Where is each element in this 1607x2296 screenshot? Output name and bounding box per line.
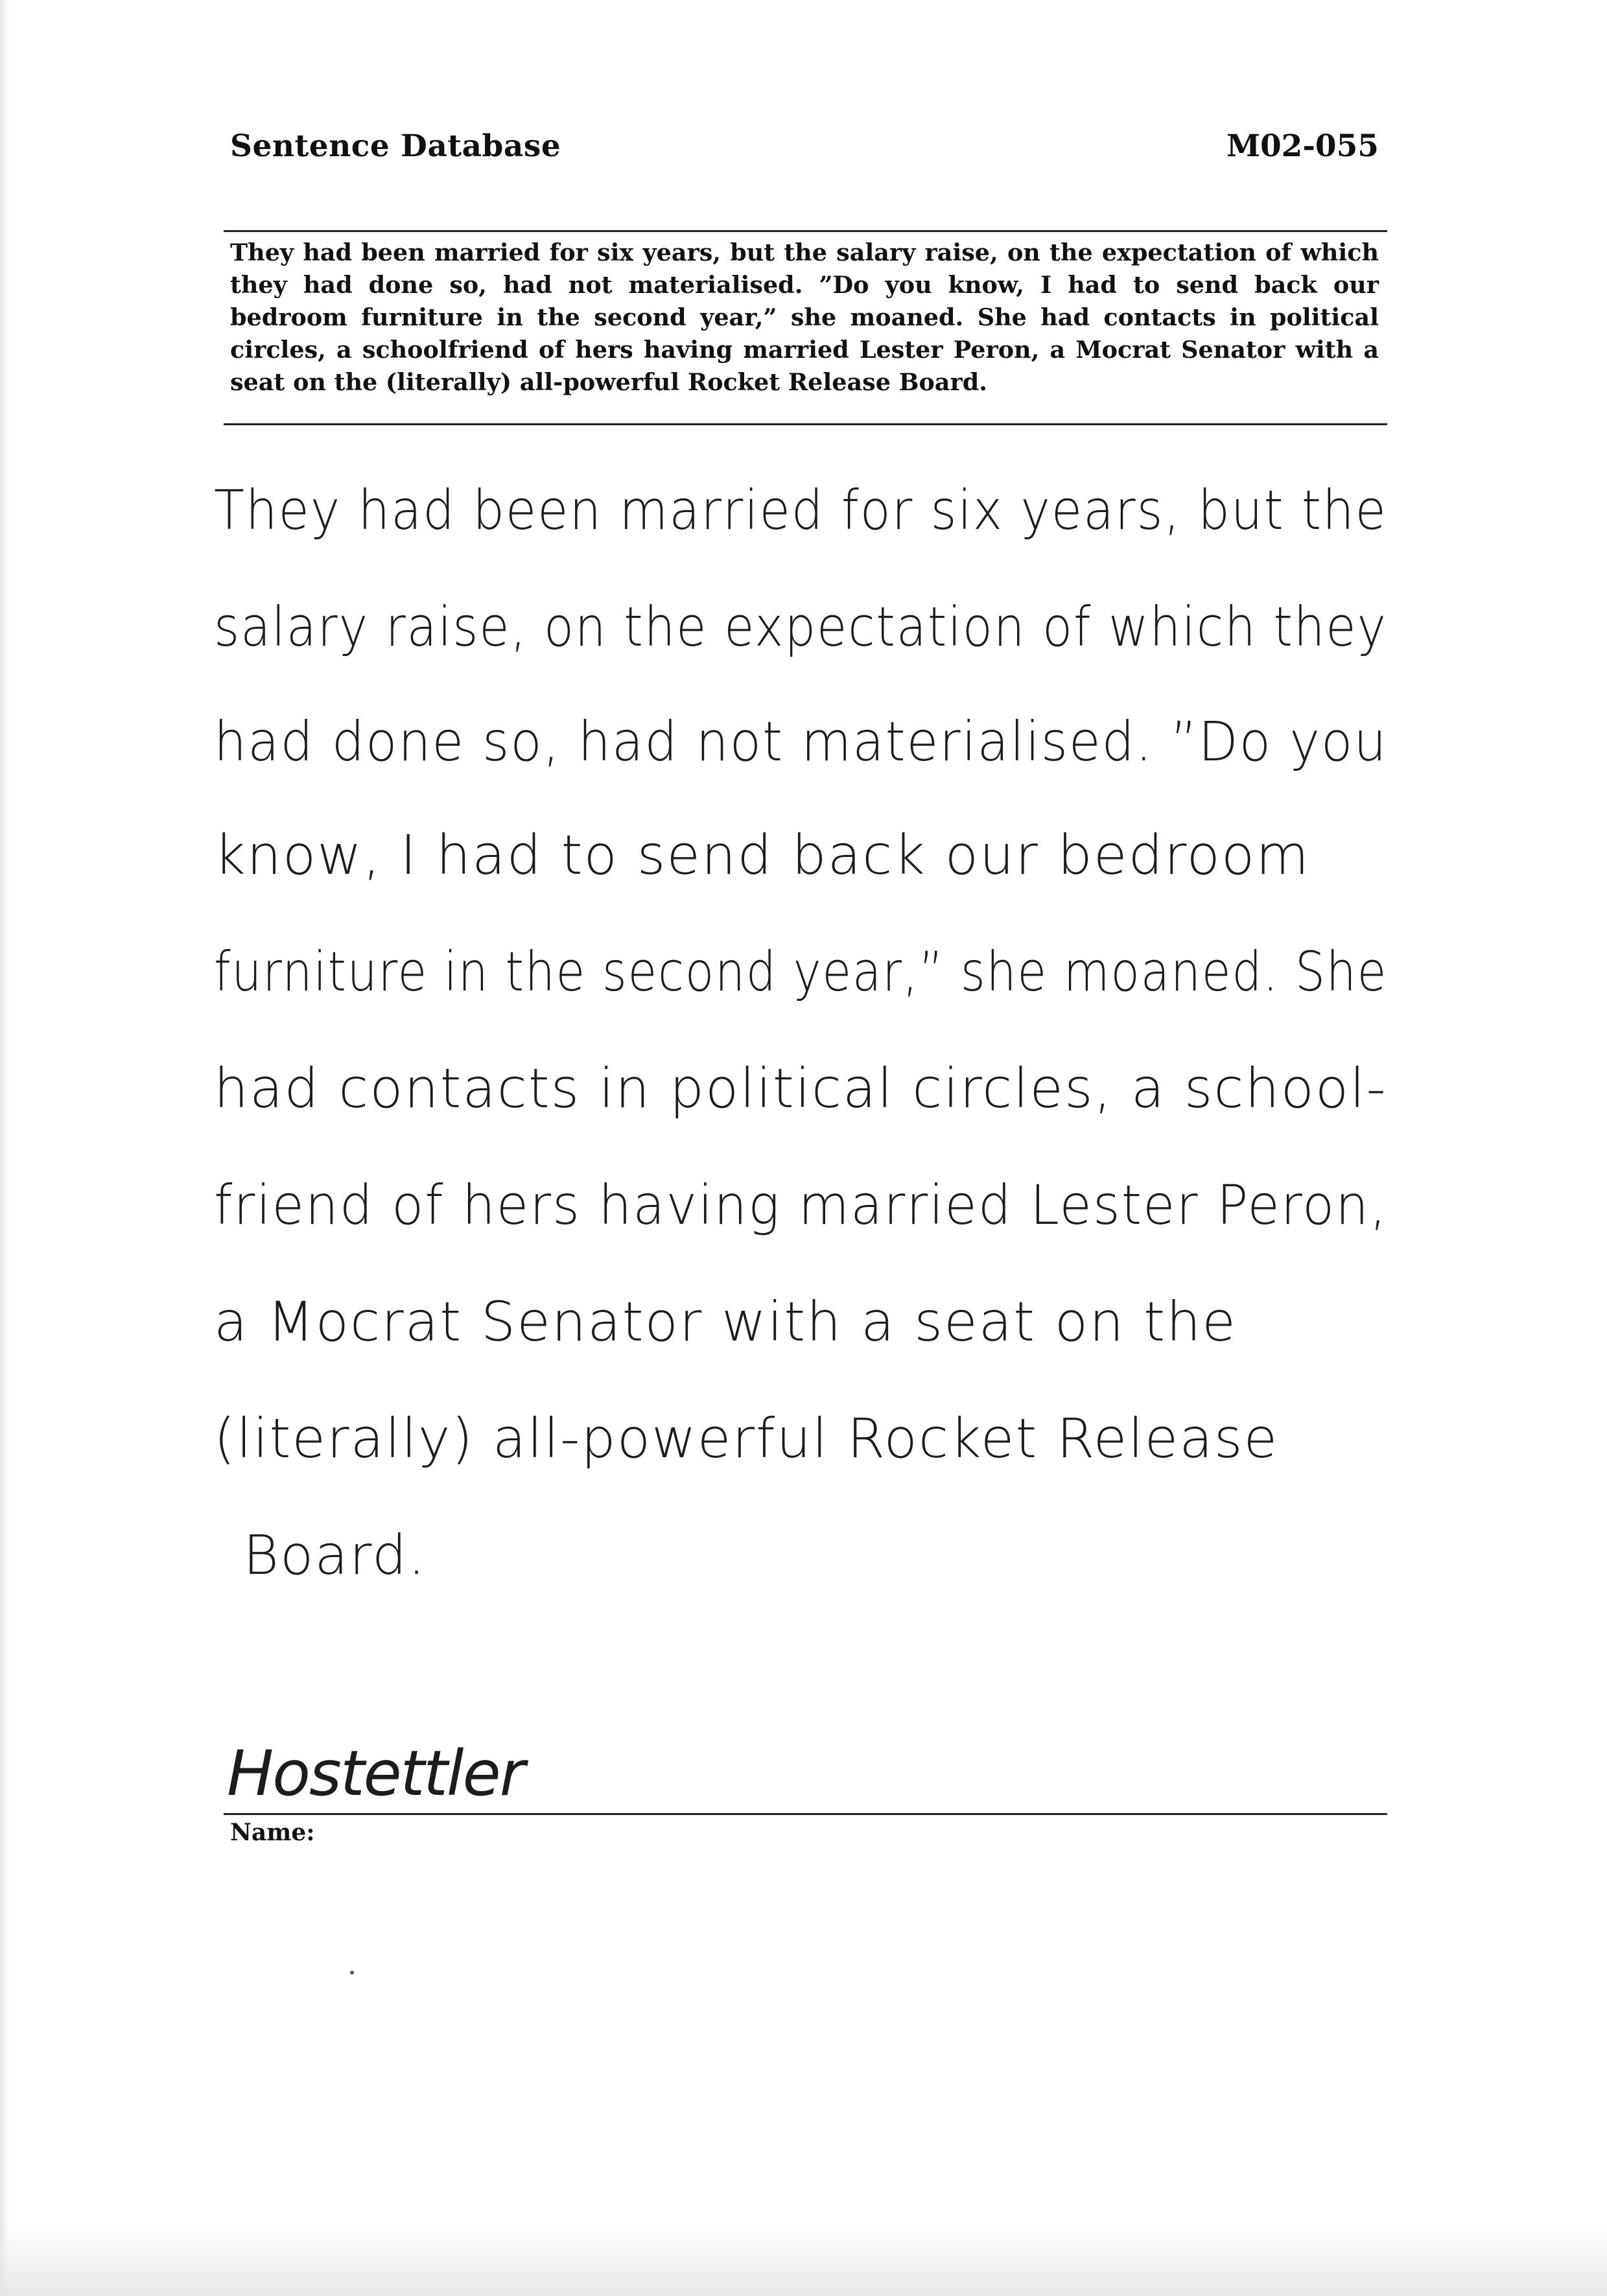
handwriting-line: a Mocrat Senator with a seat on the [214, 1290, 1237, 1353]
scan-bottom-shading [0, 2225, 1607, 2296]
handwriting-line: furniture in the second year,” she moaned. She [214, 940, 1388, 1003]
form-id: M02-055 [1226, 128, 1379, 164]
handwriting-line: had contacts in political circles, a school- [214, 1057, 1387, 1120]
form-title: Sentence Database [230, 128, 561, 164]
writer-signature: Hostettler [227, 1737, 524, 1810]
handwriting-line: (literally) all-powerful Rocket Release [214, 1407, 1279, 1470]
handwriting-line: know, I had to send back our bedroom [214, 823, 1311, 887]
signature-rule [224, 1813, 1387, 1815]
handwriting-line: salary raise, on the expectation of which they [214, 595, 1387, 659]
top-rule [224, 230, 1387, 232]
scan-edge-shading [0, 0, 9, 2296]
scan-speck [350, 1971, 354, 1974]
handwriting-line: Board. [243, 1523, 427, 1587]
handwriting-line: had done so, had not materialised. ”Do you [214, 710, 1388, 773]
handwriting-line: friend of hers having married Lester Peron, [214, 1173, 1388, 1237]
handwriting-line: They had been married for six years, but the [214, 478, 1387, 542]
printed-prompt-text: They had been married for six years, but the salary raise, on the expectation of which they had done so, had not materialised. ”Do you know, I had to send back our bedroom furniture in the second year,” she moaned. She had contacts in political circles, a schoolfriend of hers having married Lester Peron, a Mocrat Senator with a seat on the (literally) all-powerful Rocket Release Board. [230, 239, 1379, 396]
name-label: Name: [230, 1819, 315, 1846]
prompt-bottom-rule [224, 423, 1387, 425]
